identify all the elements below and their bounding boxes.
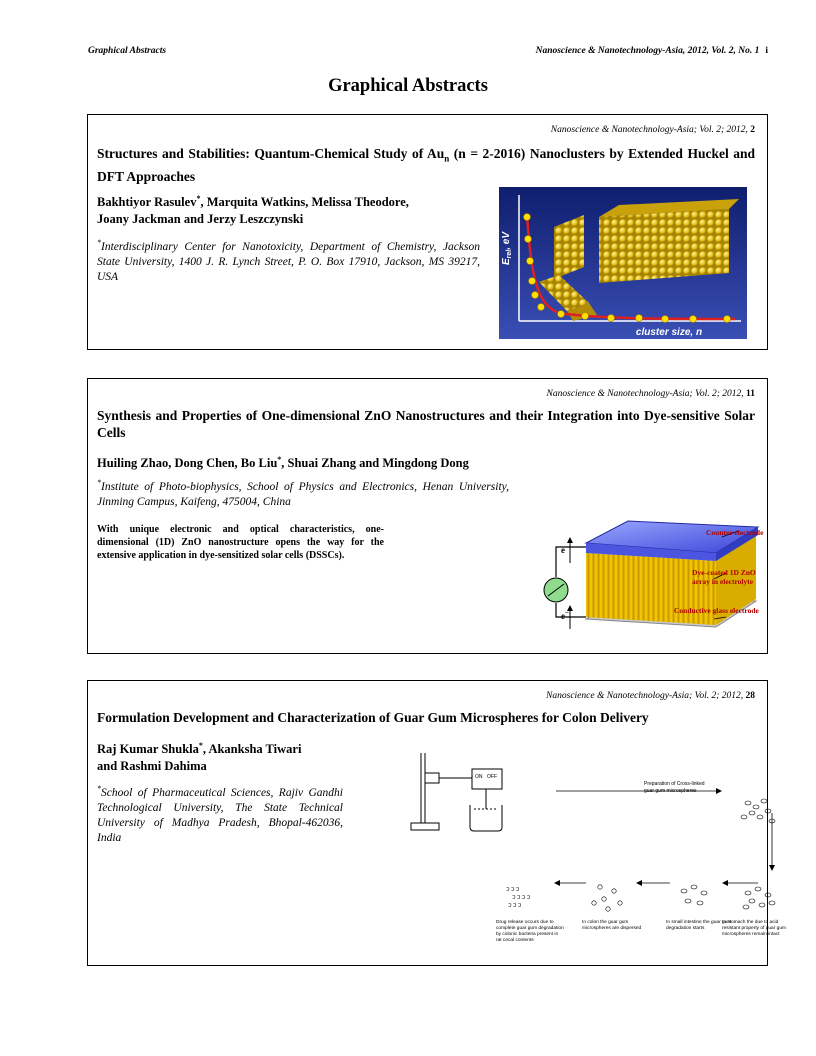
citation-text: Nanoscience & Nanotechnology-Asia; Vol. 2; 2012, bbox=[546, 691, 744, 701]
abstract-title bbox=[97, 145, 755, 185]
citation bbox=[546, 691, 755, 701]
data-point bbox=[690, 316, 697, 323]
process-arrows bbox=[556, 791, 772, 883]
citation bbox=[551, 125, 755, 135]
journal-name: Nanoscience & Nanotechnology-Asia, 2012, Vol. 2, No. 1 bbox=[535, 46, 760, 56]
caption-intestine: In small intestine the guar gum degradation starts bbox=[666, 920, 732, 931]
drug-release-cluster bbox=[506, 887, 531, 909]
authors: Huiling Zhao, Dong Chen, Bo Liu*, Shuai Zhang and Mingdong Dong bbox=[97, 455, 469, 471]
caption-stomach: In stomach the due to acid resistant property of guar gum microspheres remain intact bbox=[722, 920, 786, 937]
running-head-section: Graphical Abstracts bbox=[88, 46, 167, 56]
data-point bbox=[524, 214, 531, 221]
electron-label: e− bbox=[561, 543, 569, 555]
author-name: , Marquita Watkins, Melissa Theodore, bbox=[200, 195, 409, 210]
data-point bbox=[529, 278, 536, 285]
svg-text:Ↄ Ↄ Ↄ Ↄ: Ↄ Ↄ Ↄ Ↄ bbox=[512, 895, 531, 901]
abstract-box-2 bbox=[87, 378, 768, 654]
citation-text: Nanoscience & Nanotechnology-Asia; Vol. 2; 2012, bbox=[546, 389, 744, 399]
citation bbox=[547, 389, 755, 399]
author-name: Raj Kumar Shukla bbox=[97, 742, 199, 757]
author-name: and Rashmi Dahima bbox=[97, 759, 207, 774]
affiliation: *Institute of Photo-biophysics, School of Physics and Electronics, Henan University, Jinming Campus, Kaifeng, 475004, China bbox=[97, 478, 509, 508]
microsphere-cluster-top bbox=[741, 799, 775, 823]
abstract-title: Synthesis and Properties of One-dimensional ZnO Nanostructures and their Integration into Dye-sensitive Solar Cells bbox=[97, 408, 755, 440]
prep-label-1: Preparation of Cross-linked bbox=[644, 781, 705, 787]
prep-label-2: guar gum microspheres bbox=[644, 788, 697, 794]
dssc-figure bbox=[526, 491, 766, 651]
step-captions bbox=[496, 919, 787, 943]
data-point bbox=[558, 311, 565, 318]
authors: Raj Kumar Shukla*, Akanksha Tiwari and Rashmi Dahima bbox=[97, 741, 302, 774]
label-zno-array-2: array in electrolyte bbox=[692, 577, 754, 586]
svg-text:Ↄ Ↄ Ↄ: Ↄ Ↄ Ↄ bbox=[508, 903, 522, 909]
citation-page: 28 bbox=[745, 691, 755, 701]
caption-drug-release: Drug release occurs due to complete guar gum degradation by colonic bacteria present in rat cecal contents bbox=[496, 920, 564, 943]
abstract-title: Formulation Development and Characterization of Guar Gum Microspheres for Colon Delivery bbox=[97, 710, 649, 725]
caption-colon: In colon the guar gum microspheres are dispersed bbox=[582, 920, 642, 931]
label-counter-electrode: Counter electrode bbox=[706, 528, 764, 537]
author-name: Huiling Zhao, Dong Chen, Bo Liu bbox=[97, 456, 278, 471]
data-point bbox=[662, 316, 669, 323]
affiliation-text: Interdisciplinary Center for Nanotoxicity, Department of Chemistry, Jackson State University, 1400 J. R. Lynch Street, P. O. Box 17910, Jackson, MS 39217, USA bbox=[97, 240, 480, 283]
data-point bbox=[538, 304, 545, 311]
abstract-box-1 bbox=[87, 114, 768, 350]
title-part: (n = 2-2016) Nanoclusters by Extended Huckel and DFT Approaches bbox=[97, 146, 755, 184]
abstract-box-3 bbox=[87, 680, 786, 966]
title-part: Structures and Stabilities: Quantum-Chemical Study of Au bbox=[97, 146, 445, 161]
affiliation-text: Institute of Photo-biophysics, School of Physics and Electronics, Henan University, Jinming Campus, Kaifeng, 475004, China bbox=[97, 480, 509, 508]
data-point bbox=[582, 313, 589, 320]
label-zno-array-1: Dye-coated 1D ZnO bbox=[692, 568, 756, 577]
citation-page: 11 bbox=[746, 389, 755, 399]
author-name: Joany Jackman and Jerzy Leszczynski bbox=[97, 212, 304, 227]
microsphere-cluster-intestine bbox=[681, 885, 707, 905]
data-point bbox=[525, 236, 532, 243]
microsphere-cluster-stomach bbox=[743, 887, 775, 909]
electron-label: e− bbox=[561, 609, 569, 621]
running-head-journal bbox=[536, 46, 768, 56]
data-point bbox=[532, 292, 539, 299]
data-point bbox=[724, 316, 731, 323]
author-name: , Akanksha Tiwari bbox=[202, 742, 302, 757]
title-subscript: n bbox=[444, 153, 450, 164]
switch-off-label: OFF bbox=[487, 774, 497, 780]
page-number: i bbox=[765, 46, 768, 56]
switch-on-label: ON bbox=[475, 774, 483, 780]
citation-page: 2 bbox=[750, 125, 755, 135]
graphical-summary: With unique electronic and optical characteristics, one-dimensional (1D) ZnO nanostructure opens the way for the extensive application in dye-sensitized solar cells (DSSCs). bbox=[97, 524, 384, 561]
running-head bbox=[88, 46, 768, 60]
y-axis-label: $E_{rel}$, eV bbox=[501, 231, 513, 265]
author-name: Bakhtiyor Rasulev bbox=[97, 195, 197, 210]
affiliation: *Interdisciplinary Center for Nanotoxicity, Department of Chemistry, Jackson State University, 1400 J. R. Lynch Street, P. O. Box 17910, Jackson, MS 39217, USA bbox=[97, 238, 480, 283]
x-axis-label: cluster size, n bbox=[635, 327, 703, 338]
arrow-heads bbox=[554, 788, 775, 886]
svg-text:Ↄ Ↄ Ↄ: Ↄ Ↄ Ↄ bbox=[506, 887, 520, 893]
author-name: , Shuai Zhang and Mingdong Dong bbox=[281, 456, 469, 471]
page-title: Graphical Abstracts bbox=[328, 76, 488, 96]
authors: Bakhtiyor Rasulev*, Marquita Watkins, Melissa Theodore, Joany Jackman and Jerzy Leszczynski bbox=[97, 194, 409, 227]
data-point bbox=[636, 315, 643, 322]
data-point bbox=[527, 258, 534, 265]
label-glass-electrode: Conductive glass electrode bbox=[674, 606, 759, 615]
nanocluster-energy-figure bbox=[499, 187, 747, 339]
data-point bbox=[608, 315, 615, 322]
affiliation-text: School of Pharmaceutical Sciences, Rajiv Gandhi Technological University, The State Technical University of Madhya Pradesh, Bhopal-462036, India bbox=[97, 786, 343, 844]
affiliation: *School of Pharmaceutical Sciences, Rajiv Gandhi Technological University, The State Technical University of Madhya Pradesh, Bhopal-462036, India bbox=[97, 784, 343, 844]
stirrer-apparatus bbox=[411, 753, 502, 831]
microsphere-cluster-colon bbox=[592, 885, 622, 911]
citation-text: Nanoscience & Nanotechnology-Asia; Vol. 2; 2012, bbox=[550, 125, 748, 135]
microsphere-process-figure bbox=[408, 743, 786, 965]
